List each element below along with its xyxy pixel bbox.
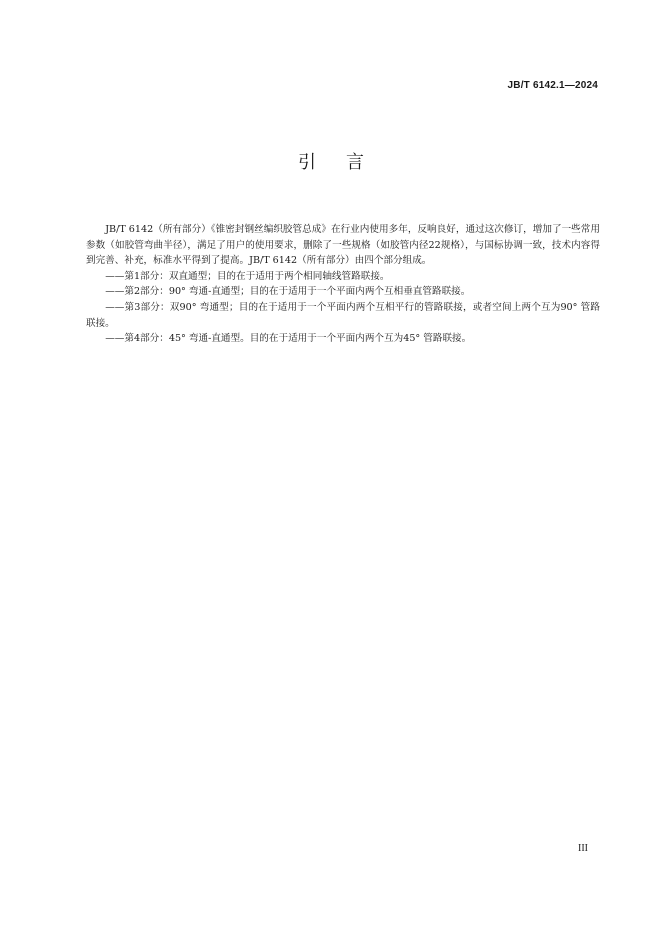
page-title: 引言 bbox=[298, 152, 394, 173]
part-4-item: ——第4部分：45° 弯通-直通型。目的在于适用于一个平面内两个互为45° 管路联接。 bbox=[105, 333, 472, 345]
standard-number: JB/T 6142.1—2024 bbox=[507, 80, 598, 91]
foreword-body bbox=[86, 222, 600, 347]
part-1-item: ——第1部分：双直通型；目的在于适用于两个相同轴线管路联接。 bbox=[105, 270, 390, 282]
page-number: III bbox=[578, 843, 588, 854]
part-3-item: ——第3部分：双90° 弯通型；目的在于适用于一个平面内两个互相平行的管路联接，或者空间上两个互为90° 管路联接。 bbox=[86, 301, 600, 329]
part-2-item: ——第2部分：90° 弯通-直通型；目的在于适用于一个平面内两个互相垂直管路联接。 bbox=[105, 286, 471, 298]
intro-paragraph: JB/T 6142（所有部分）《锥密封钢丝编织胶管总成》在行业内使用多年，反响良好，通过这次修订，增加了一些常用参数（如胶管弯曲半径），满足了用户的使用要求，删除了一些规格（如胶管内径22规格），与国标协调一致，技术内容得到完善、补充，标准水平得到了提高。JB/T 6142（所有部分）由四个部分组成。 bbox=[86, 224, 600, 267]
